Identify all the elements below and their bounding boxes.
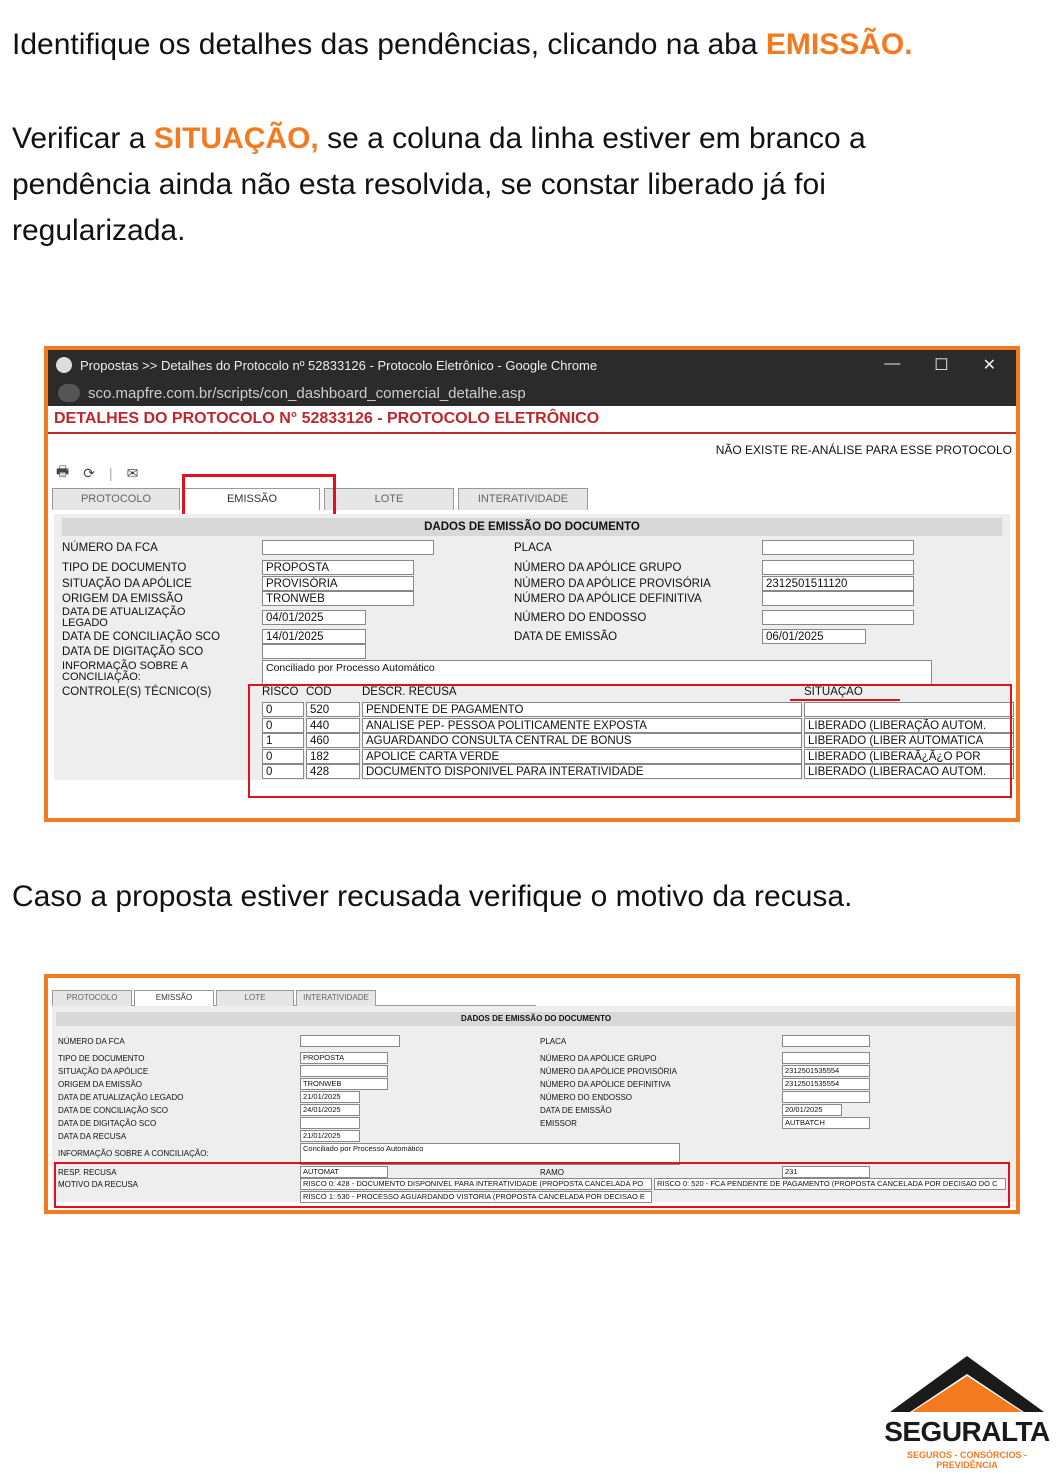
numero-endosso-field[interactable] (762, 610, 914, 625)
emissor-field[interactable]: AUTBATCH (782, 1117, 870, 1129)
url-text: sco.mapfre.com.br/scripts/con_dashboard_comercial_detalhe.asp (88, 384, 526, 402)
data-digitacao-field[interactable] (262, 644, 366, 659)
ramo-field[interactable]: 231 (782, 1166, 870, 1178)
cod-cell: 520 (306, 702, 360, 717)
motivo-recusa-field-2[interactable]: RISCO 0: 520 - FCA PENDENTE DE PAGAMENTO (PROPOSTA CANCELADA POR DECISAO DO C (654, 1178, 1006, 1190)
seguralta-logo (884, 1352, 1050, 1470)
tipo-documento-field[interactable]: PROPOSTA (300, 1052, 388, 1064)
data-emissao-field[interactable]: 06/01/2025 (762, 629, 866, 644)
tipo-documento-field[interactable]: PROPOSTA (262, 560, 414, 575)
origem-emissao-field[interactable]: TRONWEB (262, 591, 414, 606)
cod-cell: 460 (306, 733, 360, 748)
label-apolice-definitiva: NÚMERO DA APÓLICE DEFINITIVA (514, 593, 702, 605)
label-data-digitacao: DATA DE DIGITAÇÃO SCO (58, 1119, 157, 1128)
placa-field[interactable] (762, 540, 914, 555)
site-info-icon[interactable] (58, 384, 80, 402)
label-fca: NÚMERO DA FCA (62, 542, 158, 554)
apolice-definitiva-field[interactable]: 2312501535554 (782, 1078, 870, 1090)
apolice-definitiva-field[interactable] (762, 591, 914, 606)
label-data-digitacao: DATA DE DIGITAÇÃO SCO (62, 646, 204, 658)
info-conciliacao-textarea[interactable]: Conciliado por Processo Automático (300, 1143, 680, 1165)
browser-titlebar (48, 350, 1016, 380)
label-situacao-apolice: SITUAÇÃO DA APÓLICE (58, 1067, 149, 1076)
table-highlight (248, 684, 1012, 798)
label-emissor: EMISSOR (540, 1119, 577, 1128)
reanalise-notice: NÃO EXISTE RE-ANÁLISE PARA ESSE PROTOCOLO (715, 443, 1012, 457)
col-header-cod: CÓD (306, 686, 332, 698)
label-data-emissao: DATA DE EMISSÃO (540, 1106, 612, 1115)
cod-cell: 440 (306, 718, 360, 733)
placa-field[interactable] (782, 1035, 870, 1047)
label-tipo-documento: TIPO DE DOCUMENTO (58, 1054, 145, 1063)
origem-emissao-field[interactable]: TRONWEB (300, 1078, 388, 1090)
label-ramo: RAMO (540, 1168, 564, 1177)
label-info-conciliacao: INFORMAÇÃO SOBRE A CONCILIAÇÃO: (62, 660, 188, 683)
label-origem-emissao: ORIGEM DA EMISSÃO (62, 593, 183, 605)
data-digitacao-field[interactable] (300, 1117, 360, 1129)
descr-recusa-cell: APOLICE CARTA VERDE (362, 749, 802, 764)
tab-bar (52, 986, 536, 1006)
motivo-recusa-field-3[interactable]: RISCO 1: 530 - PROCESSO AGUARDANDO VISTORIA (PROPOSTA CANCELADA POR DECISAO E (300, 1191, 652, 1203)
window-title: Propostas >> Detalhes do Protocolo nº 52833126 - Protocolo Eletrônico - Google Chrome (80, 357, 598, 373)
situacao-apolice-field[interactable] (300, 1065, 388, 1077)
label-tipo-documento: TIPO DE DOCUMENTO (62, 562, 187, 574)
risco-cell: 0 (262, 702, 304, 717)
tab-protocolo[interactable]: PROTOCOLO (52, 488, 180, 510)
tab-lote[interactable]: LOTE (216, 990, 294, 1006)
label-origem-emissao: ORIGEM DA EMISSÃO (58, 1080, 143, 1089)
apolice-provisoria-field[interactable]: 2312501535554 (782, 1065, 870, 1077)
risco-cell: 0 (262, 718, 304, 733)
label-controles-tecnicos: CONTROLE(S) TÉCNICO(S) (62, 686, 212, 698)
label-motivo-recusa: MOTIVO DA RECUSA (58, 1180, 139, 1189)
label-data-recusa: DATA DA RECUSA (58, 1132, 127, 1141)
tab-emissao[interactable]: EMISSÃO (134, 990, 214, 1006)
label-data-atualizacao: DATA DE ATUALIZAÇÃO LEGADO (62, 606, 186, 629)
descr-recusa-cell: AGUARDANDO CONSULTA CENTRAL DE BONUS (362, 733, 802, 748)
col-header-situacao: SITUAÇÃO (804, 686, 863, 698)
tab-lote[interactable]: LOTE (324, 488, 454, 510)
address-bar[interactable] (48, 380, 1016, 406)
separator: | (108, 465, 113, 481)
descr-recusa-cell: ANALISE PEP- PESSOA POLITICAMENTE EXPOSTA (362, 718, 802, 733)
label-numero-endosso: NÚMERO DO ENDOSSO (514, 612, 647, 624)
data-emissao-field[interactable]: 20/01/2025 (782, 1104, 842, 1116)
label-data-conciliacao: DATA DE CONCILIAÇÃO SCO (62, 631, 221, 643)
instruction-text: Identifique os detalhes das pendências, clicando na aba (12, 28, 766, 61)
situacao-cell: LIBERADO (LIBERACAO AUTOM. (804, 764, 1014, 779)
instruction-line-1 (12, 22, 913, 68)
roof-logo-icon (884, 1352, 1050, 1416)
descr-recusa-cell: PENDENTE DE PAGAMENTO (362, 702, 802, 717)
label-fca: NÚMERO DA FCA (58, 1037, 125, 1046)
risco-cell: 0 (262, 764, 304, 779)
print-icon[interactable]: 🖶 (56, 463, 70, 479)
situacao-cell: LIBERADO (LIBERAÇÃO AUTOM. (804, 718, 1014, 733)
numero-endosso-field[interactable] (782, 1091, 870, 1103)
label-placa: PLACA (514, 542, 552, 554)
risco-cell: 1 (262, 733, 304, 748)
label-apolice-provisoria: NÚMERO DA APÓLICE PROVISÓRIA (514, 578, 711, 590)
highlight-emissao: EMISSÃO. (765, 28, 913, 61)
globe-icon (56, 357, 72, 373)
label-apolice-definitiva: NÚMERO DA APÓLICE DEFINITIVA (540, 1080, 671, 1089)
col-header-descr-recusa: DESCR. RECUSA (362, 686, 457, 698)
situacao-apolice-field[interactable]: PROVISÓRIA (262, 576, 414, 591)
label-data-emissao: DATA DE EMISSÃO (514, 631, 618, 643)
tab-protocolo[interactable]: PROTOCOLO (52, 990, 132, 1006)
situacao-cell: LIBERADO (LIBERAÃ¿Ã¿O POR (804, 749, 1014, 764)
label-apolice-provisoria: NÚMERO DA APÓLICE PROVISÓRIA (540, 1067, 677, 1076)
tab-emissao[interactable]: EMISSÃO (184, 488, 320, 510)
tab-interatividade[interactable]: INTERATIVIDADE (458, 488, 588, 510)
instruction-text: Verificar a (12, 122, 154, 155)
instruction-text: pendência ainda não esta resolvida, se constar liberado já foi (12, 168, 826, 201)
label-apolice-grupo: NÚMERO DA APÓLICE GRUPO (540, 1054, 657, 1063)
situacao-cell: LIBERADO (LIBER AUTOMATICA (804, 733, 1014, 748)
logo-tagline: SEGUROS - CONSÓRCIOS - PREVIDÊNCIA (906, 1450, 1027, 1470)
label-resp-recusa: RESP. RECUSA (58, 1168, 117, 1177)
section-title: DADOS DE EMISSÃO DO DOCUMENTO (62, 518, 1002, 536)
data-conciliacao-field[interactable]: 24/01/2025 (300, 1104, 360, 1116)
maximize-button[interactable]: ☐ (934, 357, 949, 374)
col-header-risco: RISCO (262, 686, 299, 698)
fca-field[interactable] (262, 540, 434, 555)
fca-field[interactable] (300, 1035, 400, 1047)
tab-interatividade[interactable]: INTERATIVIDADE (296, 990, 376, 1006)
label-placa: PLACA (540, 1037, 567, 1046)
instruction-text: se a coluna da linha estiver em branco a (318, 122, 866, 155)
apolice-provisoria-field[interactable]: 2312501511120 (762, 576, 914, 591)
label-situacao-apolice: SITUAÇÃO DA APÓLICE (62, 578, 192, 590)
info-conciliacao-textarea[interactable]: Conciliado por Processo Automático (262, 660, 932, 686)
cod-cell: 428 (306, 764, 360, 779)
section-title: DADOS DE EMISSÃO DO DOCUMENTO (56, 1012, 1016, 1026)
minimize-button[interactable]: — (884, 355, 901, 372)
instruction-paragraph-2 (12, 116, 866, 254)
instruction-recusa: Caso a proposta estiver recusada verifique o motivo da recusa. (12, 880, 853, 913)
label-data-atualizacao: DATA DE ATUALIZAÇÃO LEGADO (58, 1093, 184, 1102)
resp-recusa-field[interactable]: AUTOMAT (300, 1166, 388, 1178)
close-button[interactable]: ✕ (982, 357, 996, 374)
risco-cell: 0 (262, 749, 304, 764)
screenshot-emissao-details (44, 346, 1020, 822)
data-recusa-field[interactable]: 21/01/2025 (300, 1130, 360, 1142)
highlight-situacao: SITUAÇÃO, (153, 122, 319, 155)
instruction-text: regularizada. (12, 214, 186, 247)
cod-cell: 182 (306, 749, 360, 764)
label-numero-endosso: NÚMERO DO ENDOSSO (540, 1093, 633, 1102)
apolice-grupo-field[interactable] (782, 1052, 870, 1064)
page-title: DETALHES DO PROTOCOLO N° 52833126 - PROTOCOLO ELETRÔNICO (48, 406, 1016, 434)
data-atualizacao-field[interactable]: 04/01/2025 (262, 610, 366, 625)
data-conciliacao-field[interactable]: 14/01/2025 (262, 629, 366, 644)
descr-recusa-cell: DOCUMENTO DISPONIVEL PARA INTERATIVIDADE (362, 764, 802, 779)
email-icon[interactable]: ✉ (126, 464, 139, 481)
screenshot-recusa-details (44, 974, 1020, 1214)
label-info-conciliacao: INFORMAÇÃO SOBRE A CONCILIAÇÃO: (58, 1149, 209, 1158)
motivo-recusa-field-1[interactable]: RISCO 0: 428 - DOCUMENTO DISPONIVEL PARA INTERATIVIDADE (PROPOSTA CANCELADA PO (300, 1178, 652, 1190)
logo-name: SEGURALTA (884, 1416, 1050, 1447)
label-data-conciliacao: DATA DE CONCILIAÇÃO SCO (58, 1106, 168, 1115)
label-apolice-grupo: NÚMERO DA APÓLICE GRUPO (514, 562, 682, 574)
refresh-icon[interactable]: ⟳ (83, 464, 95, 481)
recusa-highlight (54, 1162, 1010, 1208)
data-atualizacao-field[interactable]: 21/01/2025 (300, 1091, 360, 1103)
apolice-grupo-field[interactable] (762, 560, 914, 575)
